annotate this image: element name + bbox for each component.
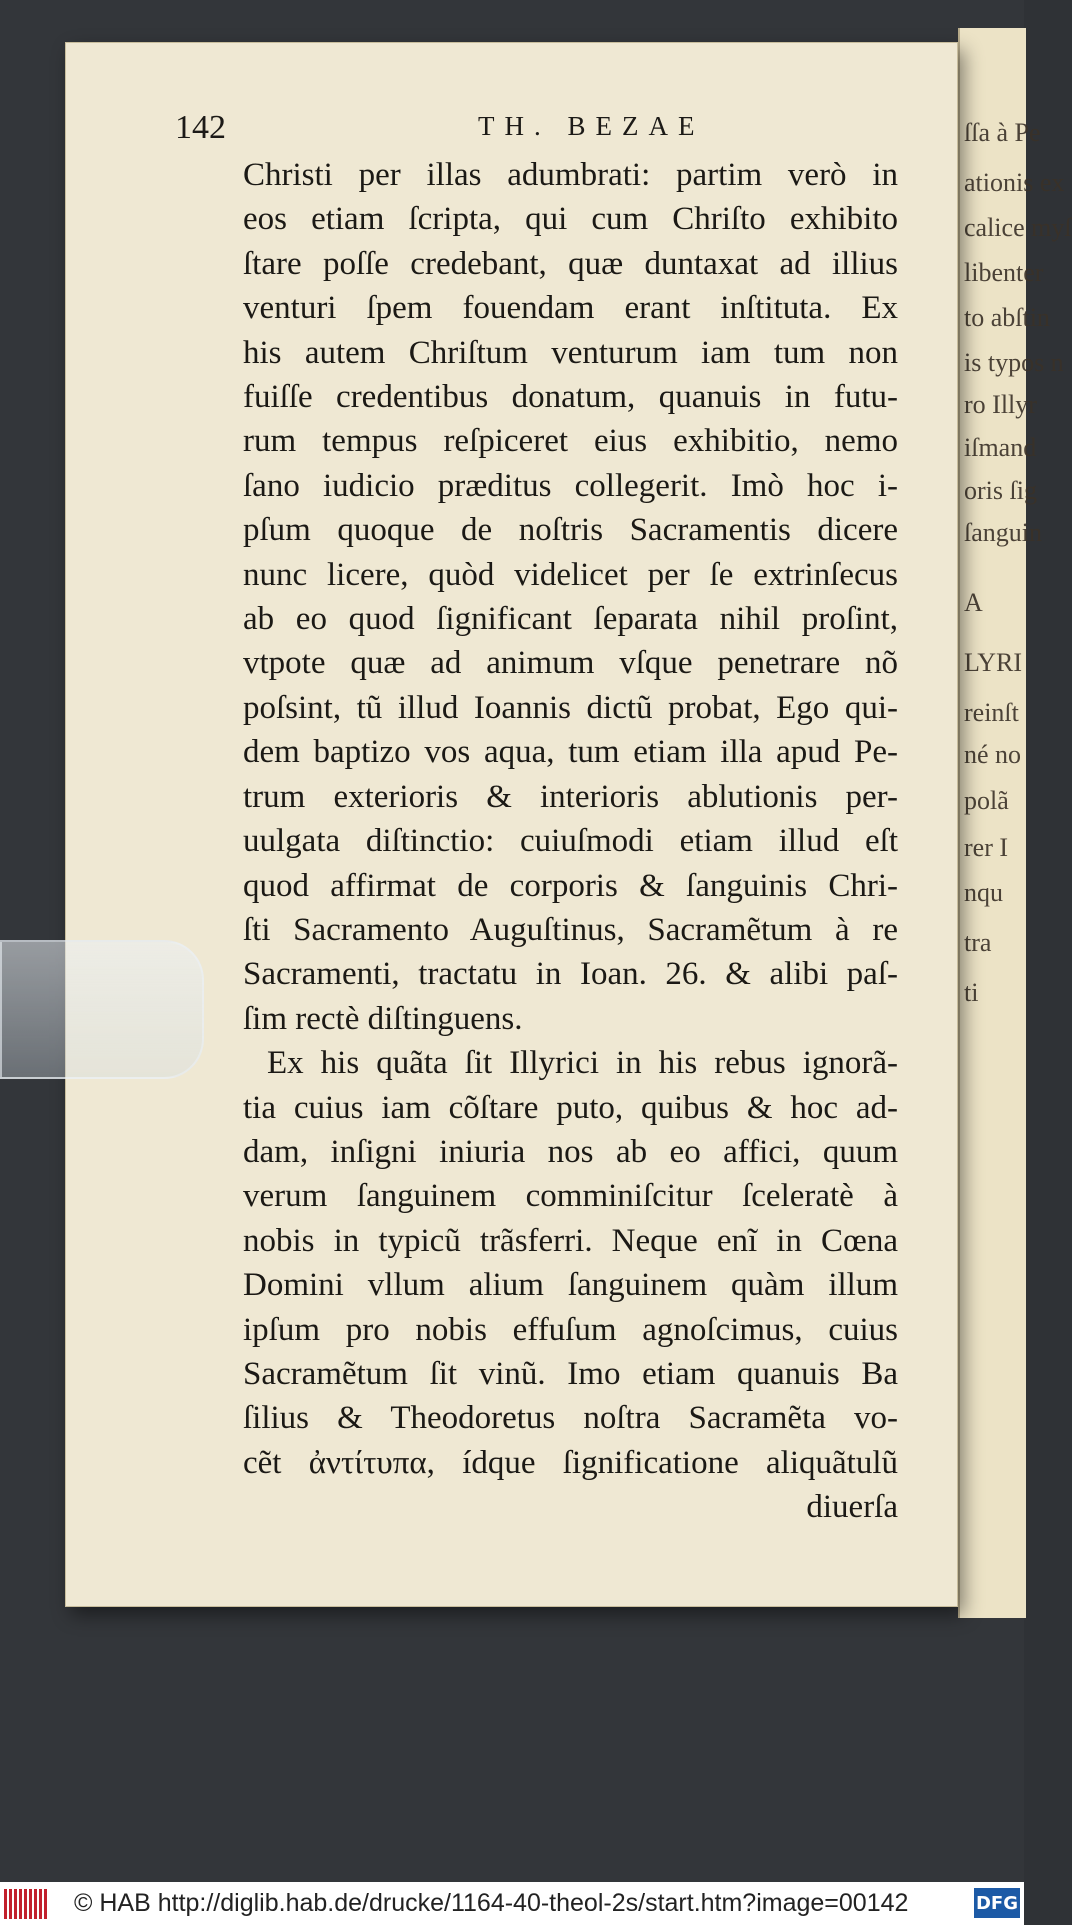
text-line: eos etiam ſcripta, qui cum Chriſto exhibito — [243, 201, 898, 238]
facing-page-fragment: oris ſig — [964, 476, 1037, 505]
page-clip — [0, 940, 204, 1079]
footer-bar — [0, 1882, 1024, 1925]
facing-page-fragment: calice myſ — [964, 213, 1072, 242]
facing-page-fragment: ationis ex — [964, 168, 1065, 197]
text-line: verum ſanguinem comminiſcitur ſceleratè à — [243, 1178, 898, 1215]
facing-page-fragment: ſſa à Pe — [964, 118, 1041, 147]
body-text — [243, 153, 898, 1530]
facing-page-fragment: tra — [964, 928, 992, 957]
text-line: trum exterioris & interioris ablutionis per- — [243, 778, 898, 815]
text-line: his autem Chriſtum venturum iam tum non — [243, 334, 898, 371]
text-line: venturi ſpem fouendam erant inſtituta. Ex — [243, 290, 898, 327]
text-line: uulgata diſtinctio: cuiuſmodi etiam illud eſt — [243, 823, 898, 860]
text-line: nunc licere, quòd videlicet per ſe extrinſecus — [243, 556, 898, 593]
catchword: diuerſa — [806, 1489, 898, 1526]
page-number: 142 — [175, 109, 226, 146]
facing-page-fragment: polã — [964, 786, 1009, 815]
text-line: fuiſſe credentibus donatum, quanuis in futu- — [243, 379, 898, 416]
text-line: ab eo quod ſignificant ſeparata nihil proſint, — [243, 601, 898, 638]
text-line: dam, inſigni iniuria nos ab eo affici, quum — [243, 1133, 898, 1170]
text-line: ſti Sacramento Auguſtinus, Sacramẽtum à re — [243, 911, 898, 948]
facing-page-fragment: to abſtin — [964, 303, 1050, 332]
text-line: dem baptizo vos aqua, tum etiam illa apud Pe- — [243, 734, 898, 771]
text-line: rum tempus reſpiceret eius exhibitio, nemo — [243, 423, 898, 460]
text-line: nobis in typicũ trãsferri. Neque enĩ in Cœna — [243, 1222, 898, 1259]
text-line: cẽt ἀντίτυπα, ídque ſignificatione aliquãtulũ — [243, 1444, 898, 1481]
facing-page-fragment: ti — [964, 978, 979, 1007]
text-line: ſtare poſſe credebant, quæ duntaxat ad illius — [243, 245, 898, 282]
facing-page-fragment: reinſt — [964, 698, 1019, 727]
text-line: ſano iudicio præditus collegerit. Imò hoc i- — [243, 467, 898, 504]
hab-barcode-logo — [4, 1889, 50, 1919]
facing-page-fragment: libenter — [964, 258, 1044, 287]
running-head: TH. BEZAE — [478, 111, 705, 141]
dfg-logo: DFG — [974, 1888, 1020, 1918]
facing-page-fragment: rer I — [964, 833, 1009, 862]
facing-page-edge — [958, 28, 1072, 1618]
text-line: vtpote quæ ad animum vſque penetrare nõ — [243, 645, 898, 682]
text-line: ipſum pro nobis effuſum agnoſcimus, cuius — [243, 1311, 898, 1348]
text-line: poſsint, tũ illud Ioannis dictũ probat, Ego qui- — [243, 689, 898, 726]
text-line: pſum quoque de noſtris Sacramentis dicere — [243, 512, 898, 549]
text-line: quod affirmat de corporis & ſanguinis Chri- — [243, 867, 898, 904]
facing-page-fragment: né no — [964, 740, 1022, 769]
facing-page-fragment: ro Illyr — [964, 390, 1037, 419]
facing-page-fragment: ſanguin — [964, 518, 1042, 547]
facing-page-fragment: is typos n — [964, 348, 1064, 377]
footer-copyright-link[interactable]: © HAB http://diglib.hab.de/drucke/1164-40-theol-2s/start.htm?image=00142 — [74, 1889, 909, 1917]
text-line: Christi per illas adumbrati: partim verò in — [243, 157, 898, 193]
text-line: ſim rectè diſtinguens. — [243, 1000, 523, 1037]
text-line: Ex his quãta ſit Illyrici in his rebus ignorã- — [267, 1045, 898, 1082]
text-line: Domini vllum alium ſanguinem quàm illum — [243, 1267, 898, 1304]
text-line: tia cuius iam cõſtare puto, quibus & hoc ad- — [243, 1089, 898, 1126]
facing-page-fragment: nqu — [964, 878, 1003, 907]
facing-page-fragment: A — [964, 588, 983, 617]
facing-page-fragment: iſmand — [964, 433, 1037, 462]
text-line: Sacramenti, tractatu in Ioan. 26. & alibi paſ- — [243, 956, 898, 993]
text-line: Sacramẽtum ſit vinũ. Imo etiam quanuis Ba — [243, 1355, 898, 1392]
text-line: ſilius & Theodoretus noſtra Sacramẽta vo- — [243, 1400, 898, 1437]
facing-page-fragment: LYRI — [964, 648, 1023, 677]
